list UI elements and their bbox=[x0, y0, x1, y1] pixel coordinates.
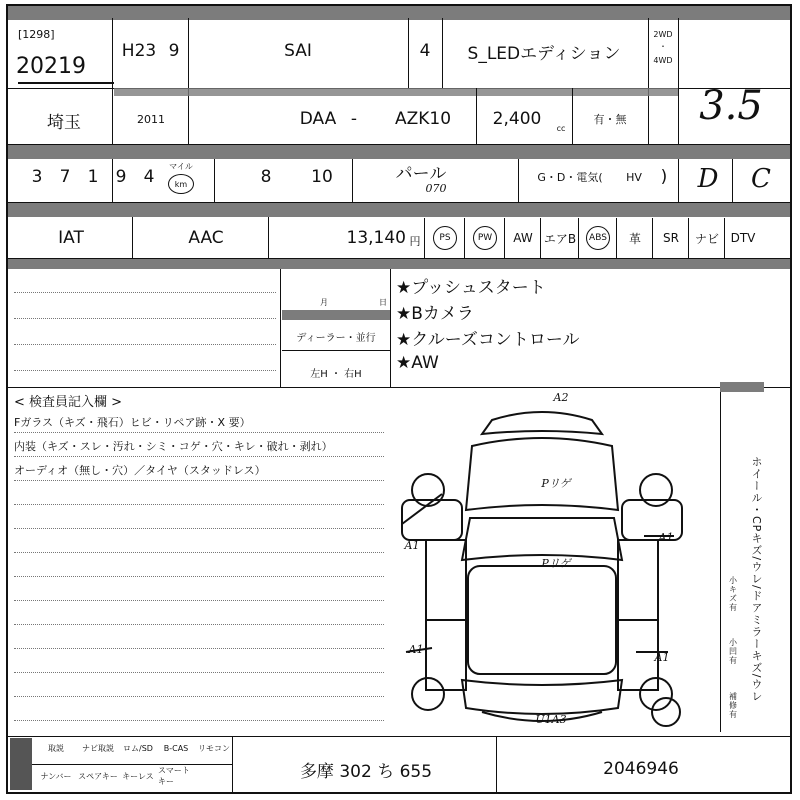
lot-number: 20219 bbox=[16, 53, 86, 79]
interior-grade: D bbox=[697, 164, 719, 194]
col-divider-13 bbox=[732, 159, 733, 202]
side-note-2: 小凹有 bbox=[728, 637, 738, 665]
col-divider-10 bbox=[352, 159, 353, 202]
equip-aw-label: AW bbox=[513, 231, 533, 245]
col-divider-9 bbox=[214, 159, 215, 202]
first-reg-year: 2011 bbox=[137, 112, 165, 126]
equip-abs bbox=[578, 218, 617, 258]
inspector-rule-2 bbox=[14, 456, 384, 457]
notes-line-2 bbox=[14, 318, 276, 319]
inspector-line-2: 内装（キズ・スレ・汚れ・シミ・コゲ・穴・キレ・破れ・剥れ） bbox=[14, 440, 333, 453]
mark-right: A1 bbox=[658, 530, 674, 544]
footer-stamp bbox=[10, 738, 32, 790]
score-handwritten: 3.5 bbox=[699, 83, 763, 129]
inspector-rule-1 bbox=[14, 432, 384, 433]
col-divider-3 bbox=[408, 18, 409, 88]
inspector-rule-8 bbox=[14, 600, 384, 601]
side-legend: ホイール・CPキズ/ウレ/ドアミラーキズ/ウレ bbox=[750, 455, 763, 703]
equip-pw-label: PW bbox=[473, 226, 497, 250]
footer-mid-line bbox=[32, 764, 232, 765]
mark-right-rear: A1 bbox=[654, 650, 670, 664]
inspection-month: 10 bbox=[311, 167, 333, 187]
fuel-value: HV bbox=[626, 170, 642, 184]
left-rear-wheel bbox=[412, 678, 444, 710]
front-bumper-shape bbox=[482, 412, 602, 434]
col-divider-4 bbox=[442, 18, 443, 88]
mark-circle-rear-right bbox=[652, 698, 680, 726]
odo-digit-5: 4 bbox=[143, 167, 155, 187]
mark-roof: Pリゲ bbox=[541, 557, 571, 570]
inspector-rule-3 bbox=[14, 480, 384, 481]
mark-line-left bbox=[402, 494, 442, 524]
sales-divider bbox=[390, 269, 391, 387]
equip-ps-label: PS bbox=[433, 226, 457, 250]
col-divider-15 bbox=[268, 217, 269, 259]
exterior-grade: C bbox=[751, 164, 771, 194]
equip-leather-label: 革 bbox=[628, 231, 641, 246]
year-month: 9 bbox=[168, 41, 180, 61]
footer-divider-1 bbox=[232, 736, 233, 792]
notes-line-3 bbox=[14, 344, 276, 345]
inspector-rule-13 bbox=[14, 720, 384, 721]
model-code-prefix: DAA bbox=[299, 109, 337, 129]
mark-hood: Pリゲ bbox=[541, 477, 571, 490]
sales-point-3: ★クルーズコントロール bbox=[396, 329, 580, 350]
right-rear-wheel bbox=[640, 678, 672, 710]
mark-left-rear: A1 bbox=[408, 642, 424, 656]
odo-digit-1: 3 bbox=[31, 167, 43, 187]
equip-leather bbox=[616, 218, 653, 258]
color-code: 070 bbox=[425, 181, 447, 195]
sales-point-4: ★AW bbox=[396, 353, 439, 373]
fuel-label: G・D・電気( bbox=[537, 171, 603, 184]
row2-header-bar bbox=[114, 88, 678, 96]
month-label: 月 bbox=[320, 297, 328, 307]
odo-unit-km: km bbox=[168, 174, 194, 194]
notes-line-1 bbox=[14, 292, 276, 293]
col-divider-2 bbox=[188, 18, 189, 144]
plate-number: 多摩 302 ち 655 bbox=[299, 761, 433, 782]
equip-dtv bbox=[724, 218, 761, 258]
inspector-rule-4 bbox=[14, 504, 384, 505]
frame-right bbox=[790, 4, 792, 794]
mark-left: A1 bbox=[404, 538, 420, 552]
lot-underline bbox=[18, 82, 114, 84]
col-divider-6 bbox=[678, 18, 679, 144]
odo-unit-mile: マイル bbox=[169, 161, 193, 171]
equip-ps bbox=[424, 218, 465, 258]
color: パール bbox=[395, 163, 447, 184]
equip-airbag bbox=[540, 218, 579, 258]
col-divider-8 bbox=[572, 88, 573, 144]
legend-divider bbox=[720, 382, 721, 732]
inspector-rule-10 bbox=[14, 648, 384, 649]
footer-number: ナンバー bbox=[40, 771, 72, 781]
recycle-fee: 13,140 bbox=[346, 228, 406, 248]
dealer-text: ディーラー・並行 bbox=[296, 332, 376, 344]
inspector-rule-11 bbox=[14, 672, 384, 673]
auction-sheet bbox=[6, 4, 792, 794]
region: 埼玉 bbox=[47, 112, 81, 133]
inspector-title: < 検査員記入欄 > bbox=[14, 394, 123, 410]
car-model: SAI bbox=[284, 41, 312, 61]
legend-header-bar bbox=[720, 382, 764, 392]
col-divider-12 bbox=[678, 159, 679, 202]
rear-shape bbox=[462, 680, 622, 714]
drive-4wd: 4WD bbox=[653, 55, 673, 65]
left-front-wheel bbox=[412, 474, 444, 506]
day-label: 日 bbox=[379, 297, 387, 307]
right-front-wheel bbox=[640, 474, 672, 506]
left-front-door bbox=[426, 540, 466, 620]
roof-shape bbox=[468, 566, 616, 674]
inspection-year: 8 bbox=[260, 167, 272, 187]
transmission: IAT bbox=[58, 228, 84, 248]
model-code-sep: - bbox=[350, 109, 358, 129]
footer-rom-sd: ロム/SD bbox=[123, 743, 153, 753]
footer-manual: 取説 bbox=[48, 743, 64, 753]
handle-text: 左H ・ 右H bbox=[310, 368, 362, 380]
model-code: AZK10 bbox=[394, 109, 452, 129]
equip-airbag-label: エアB bbox=[543, 231, 577, 246]
col-divider-11 bbox=[518, 159, 519, 202]
inspector-rule-12 bbox=[14, 696, 384, 697]
col-divider-7 bbox=[476, 88, 477, 144]
inspector-rule-7 bbox=[14, 576, 384, 577]
equip-dtv-label: DTV bbox=[730, 231, 756, 245]
equip-aw bbox=[504, 218, 541, 258]
year-era: H23 bbox=[121, 41, 157, 61]
inspector-rule-9 bbox=[14, 624, 384, 625]
side-note-1: 小キズ有 bbox=[728, 576, 738, 612]
footer-spare-key: スペアキー bbox=[78, 771, 118, 781]
sales-point-2: ★Bカメラ bbox=[396, 303, 474, 324]
frame-left bbox=[6, 4, 8, 794]
drive-dot: ・ bbox=[659, 41, 667, 51]
notes-divider bbox=[280, 269, 281, 387]
chassis-number: 2046946 bbox=[603, 759, 679, 779]
notes-bottom-line bbox=[8, 387, 790, 388]
dealer-bottom-line bbox=[282, 350, 390, 351]
odo-digit-2: 7 bbox=[59, 167, 71, 187]
inspector-line-1: Fガラス（キズ・飛石）ヒビ・リペア跡・X 要） bbox=[14, 416, 251, 429]
lot-prefix: [1298] bbox=[18, 27, 55, 41]
sales-point-1: ★プッシュスタート bbox=[396, 277, 546, 298]
equip-navi bbox=[688, 218, 725, 258]
fuel-close: ) bbox=[660, 167, 668, 187]
footer-top-line bbox=[8, 736, 790, 737]
inspector-rule-6 bbox=[14, 552, 384, 553]
door-count: 4 bbox=[419, 41, 431, 61]
right-front-door bbox=[618, 540, 658, 620]
footer-remote: リモコン bbox=[198, 743, 230, 753]
equip-sunroof-label: SR bbox=[663, 231, 679, 245]
odo-digit-3: 1 bbox=[87, 167, 99, 187]
displacement-unit: cc bbox=[556, 123, 566, 133]
footer-keyless: キーレス bbox=[122, 771, 154, 781]
equip-abs-label: ABS bbox=[586, 226, 610, 250]
inspector-rule-5 bbox=[14, 528, 384, 529]
equip-sunroof bbox=[652, 218, 689, 258]
col-divider-5 bbox=[648, 18, 649, 144]
drive-2wd: 2WD bbox=[653, 29, 673, 39]
row1-header-bar bbox=[8, 6, 790, 20]
notes-header-bar bbox=[8, 259, 790, 269]
ac-choice: 有・無 bbox=[593, 113, 627, 126]
inspector-line-3: オーディオ（無し・穴）／タイヤ（スタッドレス） bbox=[14, 464, 266, 477]
footer-smart-key: スマートキー bbox=[158, 766, 190, 786]
frame-bottom bbox=[6, 792, 792, 794]
footer-bcas: B-CAS bbox=[163, 743, 189, 753]
odo-digit-4: 9 bbox=[115, 167, 127, 187]
recycle-unit: 円 bbox=[409, 235, 421, 248]
aircon: AAC bbox=[188, 228, 224, 248]
row4-header-bar bbox=[8, 203, 790, 217]
mark-front: A2 bbox=[553, 390, 569, 404]
footer-divider-2 bbox=[496, 736, 497, 792]
row3-header-bar bbox=[8, 145, 790, 159]
displacement: 2,400 bbox=[492, 109, 542, 129]
mark-rear: U1A3 bbox=[535, 712, 567, 726]
notes-line-4 bbox=[14, 370, 276, 371]
col-divider-14 bbox=[132, 217, 133, 259]
footer-navi-manual: ナビ取説 bbox=[82, 743, 114, 753]
equip-pw bbox=[464, 218, 505, 258]
grade: S_LEDエディション bbox=[467, 43, 621, 64]
equip-navi-label: ナビ bbox=[694, 231, 719, 246]
side-note-3: 補修有 bbox=[728, 691, 738, 719]
dealer-header-bar bbox=[282, 310, 390, 320]
